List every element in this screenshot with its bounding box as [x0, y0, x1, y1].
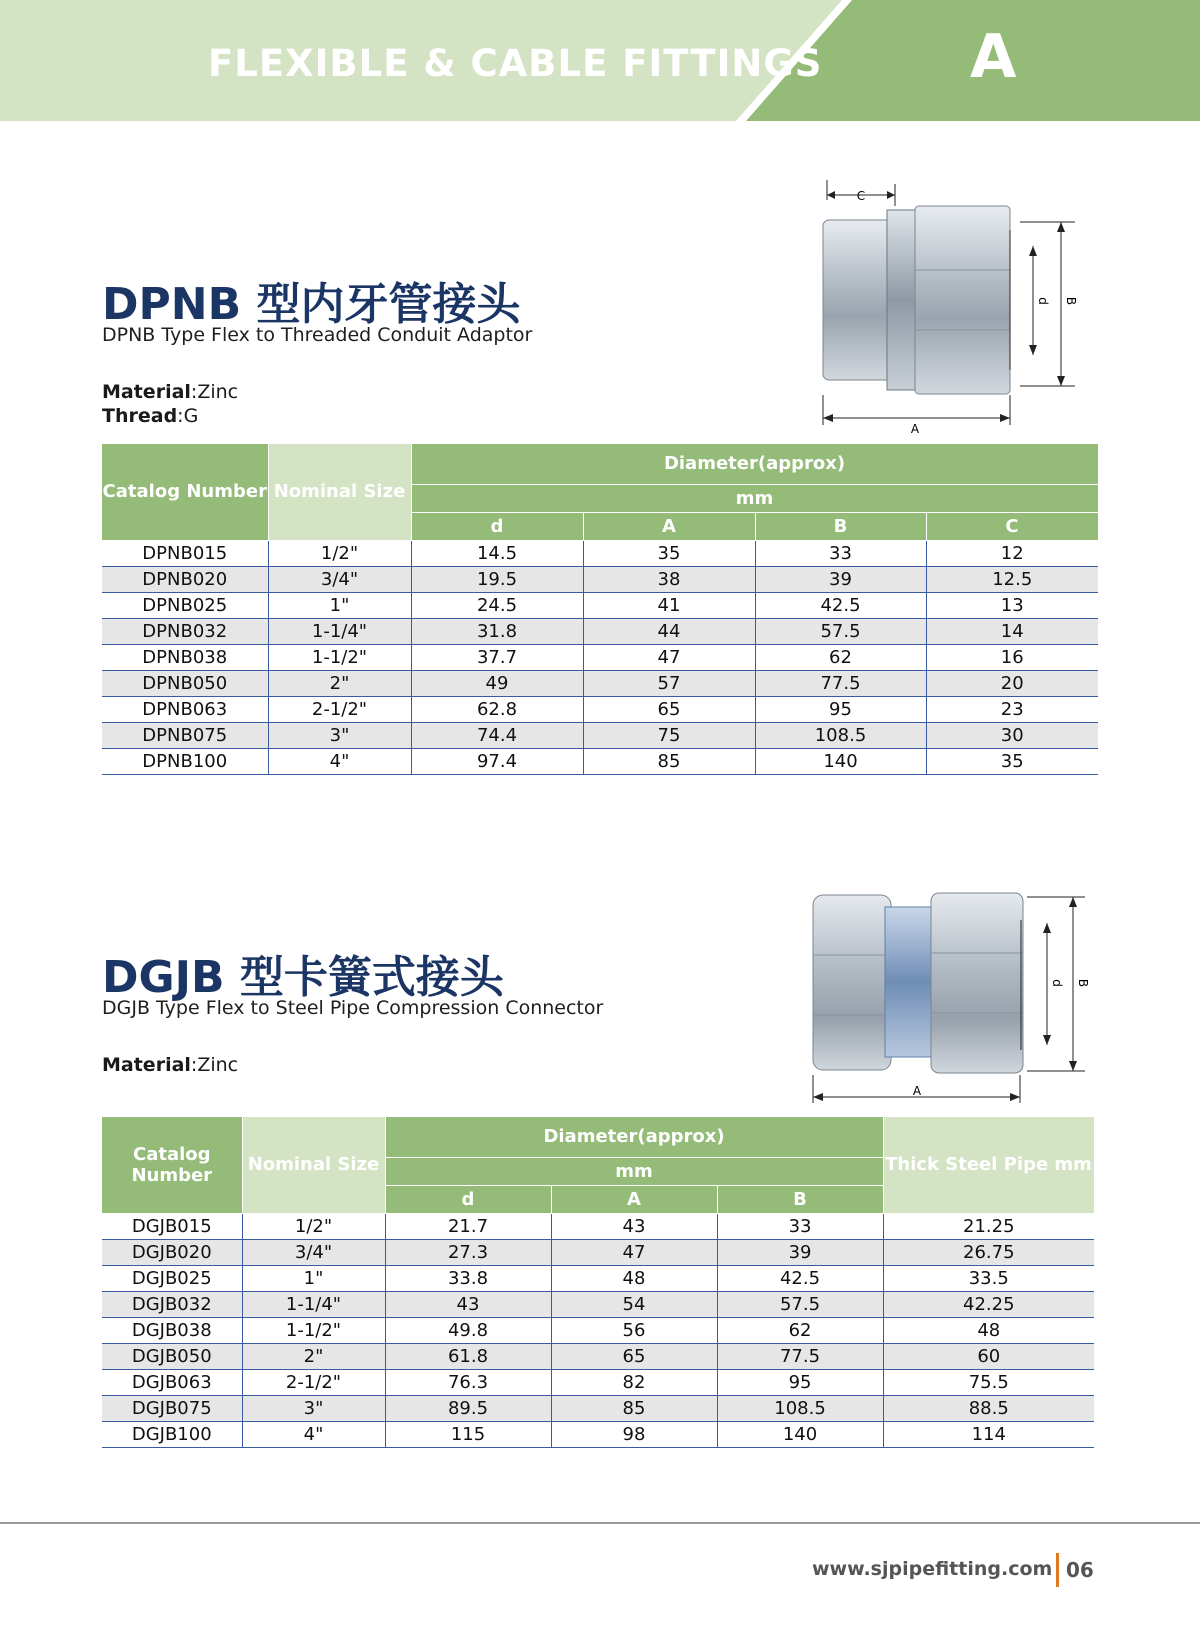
table-cell: 31.8 [411, 618, 583, 644]
dpnb-product-drawing [815, 180, 1105, 440]
table-row [102, 1395, 1094, 1421]
table-cell: 49.8 [385, 1317, 551, 1343]
table-cell: 12.5 [926, 566, 1098, 592]
section1-material [102, 381, 238, 403]
table-cell: 33 [755, 540, 926, 566]
table-cell: 3" [268, 722, 411, 748]
col-diameter-group: Diameter(approx) [385, 1117, 883, 1157]
table-row [102, 540, 1098, 566]
col-b: B [717, 1185, 883, 1213]
col-thick-steel-pipe: Thick Steel Pipe mm [883, 1117, 1094, 1213]
table-cell: 33.5 [883, 1265, 1094, 1291]
header-banner [0, 0, 1200, 121]
dim-d-label: d [1050, 979, 1064, 987]
table-cell: DPNB015 [102, 540, 268, 566]
table-cell: 57 [583, 670, 755, 696]
dim-b-label: B [1064, 296, 1078, 306]
table-cell: 24.5 [411, 592, 583, 618]
table-cell: 57.5 [717, 1291, 883, 1317]
table-cell: 56 [551, 1317, 717, 1343]
table-cell: 43 [385, 1291, 551, 1317]
table-cell: 33 [717, 1213, 883, 1239]
header-title: FLEXIBLE & CABLE FITTINGS [208, 42, 823, 85]
col-unit: mm [385, 1157, 883, 1185]
table-cell: DPNB020 [102, 566, 268, 592]
material-label: Material [102, 381, 191, 403]
table-cell: 13 [926, 592, 1098, 618]
col-catalog-number: Catalog Number [102, 1117, 242, 1213]
table-cell: 39 [717, 1239, 883, 1265]
table-cell: 2" [242, 1343, 385, 1369]
table-cell: 114 [883, 1421, 1094, 1447]
dim-a-label: A [912, 1084, 922, 1098]
section2-material [102, 1054, 238, 1076]
table-row [102, 722, 1098, 748]
thread-value: :G [177, 405, 199, 427]
table-cell: 47 [551, 1239, 717, 1265]
table-cell: 35 [583, 540, 755, 566]
table-cell: 49 [411, 670, 583, 696]
table-cell: DPNB063 [102, 696, 268, 722]
table-row [102, 1213, 1094, 1239]
table-cell: 75.5 [883, 1369, 1094, 1395]
table-cell: 62 [717, 1317, 883, 1343]
table-cell: DPNB100 [102, 748, 268, 774]
table-row [102, 1369, 1094, 1395]
table-cell: 85 [551, 1395, 717, 1421]
table-cell: DGJB100 [102, 1421, 242, 1447]
table-cell: DGJB015 [102, 1213, 242, 1239]
table-cell: 30 [926, 722, 1098, 748]
col-unit: mm [411, 484, 1098, 512]
table-row [102, 1343, 1094, 1369]
table-cell: DGJB032 [102, 1291, 242, 1317]
table-cell: 1-1/2" [242, 1317, 385, 1343]
table-cell: 42.25 [883, 1291, 1094, 1317]
material-label: Material [102, 1054, 191, 1076]
dgjb-spec-table [102, 1117, 1095, 1448]
dpnb-table-body [102, 540, 1098, 774]
col-c: C [926, 512, 1098, 540]
table-cell: DGJB075 [102, 1395, 242, 1421]
table-cell: DPNB038 [102, 644, 268, 670]
table-cell: 60 [883, 1343, 1094, 1369]
table-cell: 88.5 [883, 1395, 1094, 1421]
col-nominal-size: Nominal Size [268, 444, 411, 540]
table-row [102, 1265, 1094, 1291]
table-cell: 62.8 [411, 696, 583, 722]
footer-accent-bar [1056, 1553, 1059, 1587]
table-row [102, 1421, 1094, 1447]
table-row [102, 1291, 1094, 1317]
table-cell: 44 [583, 618, 755, 644]
table-cell: 115 [385, 1421, 551, 1447]
table-cell: 21.7 [385, 1213, 551, 1239]
dim-a-label: A [910, 422, 920, 436]
table-cell: 3/4" [242, 1239, 385, 1265]
table-row [102, 592, 1098, 618]
table-cell: DPNB025 [102, 592, 268, 618]
table-cell: DPNB050 [102, 670, 268, 696]
table-cell: 48 [551, 1265, 717, 1291]
table-row [102, 566, 1098, 592]
section1-title: DPNB 型内牙管接头 [102, 279, 521, 330]
material-value: :Zinc [190, 1054, 239, 1076]
table-cell: 74.4 [411, 722, 583, 748]
table-cell: 33.8 [385, 1265, 551, 1291]
table-cell: DGJB050 [102, 1343, 242, 1369]
material-value: :Zinc [190, 381, 239, 403]
table-cell: 39 [755, 566, 926, 592]
table-cell: 3" [242, 1395, 385, 1421]
table-cell: 19.5 [411, 566, 583, 592]
table-cell: DGJB025 [102, 1265, 242, 1291]
table-cell: 21.25 [883, 1213, 1094, 1239]
table-row [102, 1239, 1094, 1265]
table-cell: 76.3 [385, 1369, 551, 1395]
table-cell: 140 [717, 1421, 883, 1447]
table-cell: 3/4" [268, 566, 411, 592]
table-row [102, 1317, 1094, 1343]
table-cell: 97.4 [411, 748, 583, 774]
table-cell: 65 [583, 696, 755, 722]
table-cell: 89.5 [385, 1395, 551, 1421]
table-cell: DPNB032 [102, 618, 268, 644]
table-cell: 2" [268, 670, 411, 696]
col-d: d [411, 512, 583, 540]
table-cell: 1-1/4" [242, 1291, 385, 1317]
table-cell: 35 [926, 748, 1098, 774]
section2-subtitle: DGJB Type Flex to Steel Pipe Compression Connector [102, 997, 604, 1019]
table-cell: DGJB020 [102, 1239, 242, 1265]
table-row [102, 748, 1098, 774]
table-cell: 43 [551, 1213, 717, 1239]
table-row [102, 618, 1098, 644]
thread-label: Thread [102, 405, 178, 427]
table-cell: 1" [242, 1265, 385, 1291]
dim-b-label: B [1076, 978, 1090, 988]
table-row [102, 696, 1098, 722]
dim-c-label: C [856, 189, 866, 203]
table-cell: 16 [926, 644, 1098, 670]
section1-subtitle: DPNB Type Flex to Threaded Conduit Adaptor [102, 324, 533, 346]
dgjb-table-body [102, 1213, 1094, 1447]
footer-divider [0, 1522, 1200, 1524]
table-cell: 42.5 [717, 1265, 883, 1291]
page-number: 06 [1066, 1558, 1094, 1582]
table-cell: 61.8 [385, 1343, 551, 1369]
table-cell: DGJB038 [102, 1317, 242, 1343]
table-cell: 37.7 [411, 644, 583, 670]
col-a: A [583, 512, 755, 540]
table-cell: 140 [755, 748, 926, 774]
table-cell: 4" [268, 748, 411, 774]
table-cell: 85 [583, 748, 755, 774]
table-cell: 26.75 [883, 1239, 1094, 1265]
table-cell: 77.5 [755, 670, 926, 696]
table-cell: 95 [717, 1369, 883, 1395]
table-cell: 2-1/2" [242, 1369, 385, 1395]
table-cell: 1-1/4" [268, 618, 411, 644]
table-cell: 82 [551, 1369, 717, 1395]
table-cell: 1/2" [268, 540, 411, 566]
footer-website-link[interactable]: www.sjpipefitting.com [812, 1558, 1053, 1580]
section2-title: DGJB 型卡簧式接头 [102, 952, 504, 1003]
table-cell: 75 [583, 722, 755, 748]
table-cell: 48 [883, 1317, 1094, 1343]
col-nominal-size: Nominal Size [242, 1117, 385, 1213]
table-cell: 20 [926, 670, 1098, 696]
table-cell: 12 [926, 540, 1098, 566]
table-cell: DPNB075 [102, 722, 268, 748]
table-cell: 98 [551, 1421, 717, 1447]
table-cell: 95 [755, 696, 926, 722]
table-cell: 62 [755, 644, 926, 670]
table-row [102, 670, 1098, 696]
dpnb-spec-table [102, 444, 1099, 775]
table-cell: 27.3 [385, 1239, 551, 1265]
col-a: A [551, 1185, 717, 1213]
table-row [102, 644, 1098, 670]
table-cell: DGJB063 [102, 1369, 242, 1395]
table-cell: 42.5 [755, 592, 926, 618]
col-catalog-number: Catalog Number [102, 444, 268, 540]
table-cell: 23 [926, 696, 1098, 722]
table-cell: 77.5 [717, 1343, 883, 1369]
col-diameter-group: Diameter(approx) [411, 444, 1098, 484]
table-cell: 57.5 [755, 618, 926, 644]
table-cell: 54 [551, 1291, 717, 1317]
dgjb-product-drawing [805, 885, 1105, 1110]
table-cell: 14 [926, 618, 1098, 644]
table-cell: 1/2" [242, 1213, 385, 1239]
table-cell: 41 [583, 592, 755, 618]
table-cell: 65 [551, 1343, 717, 1369]
table-cell: 1-1/2" [268, 644, 411, 670]
table-cell: 108.5 [717, 1395, 883, 1421]
table-cell: 38 [583, 566, 755, 592]
table-cell: 4" [242, 1421, 385, 1447]
section1-thread [102, 405, 198, 427]
dim-d-label: d [1036, 297, 1050, 305]
section-letter: A [970, 22, 1017, 92]
table-cell: 14.5 [411, 540, 583, 566]
col-b: B [755, 512, 926, 540]
table-cell: 2-1/2" [268, 696, 411, 722]
col-d: d [385, 1185, 551, 1213]
table-cell: 47 [583, 644, 755, 670]
table-cell: 1" [268, 592, 411, 618]
table-cell: 108.5 [755, 722, 926, 748]
